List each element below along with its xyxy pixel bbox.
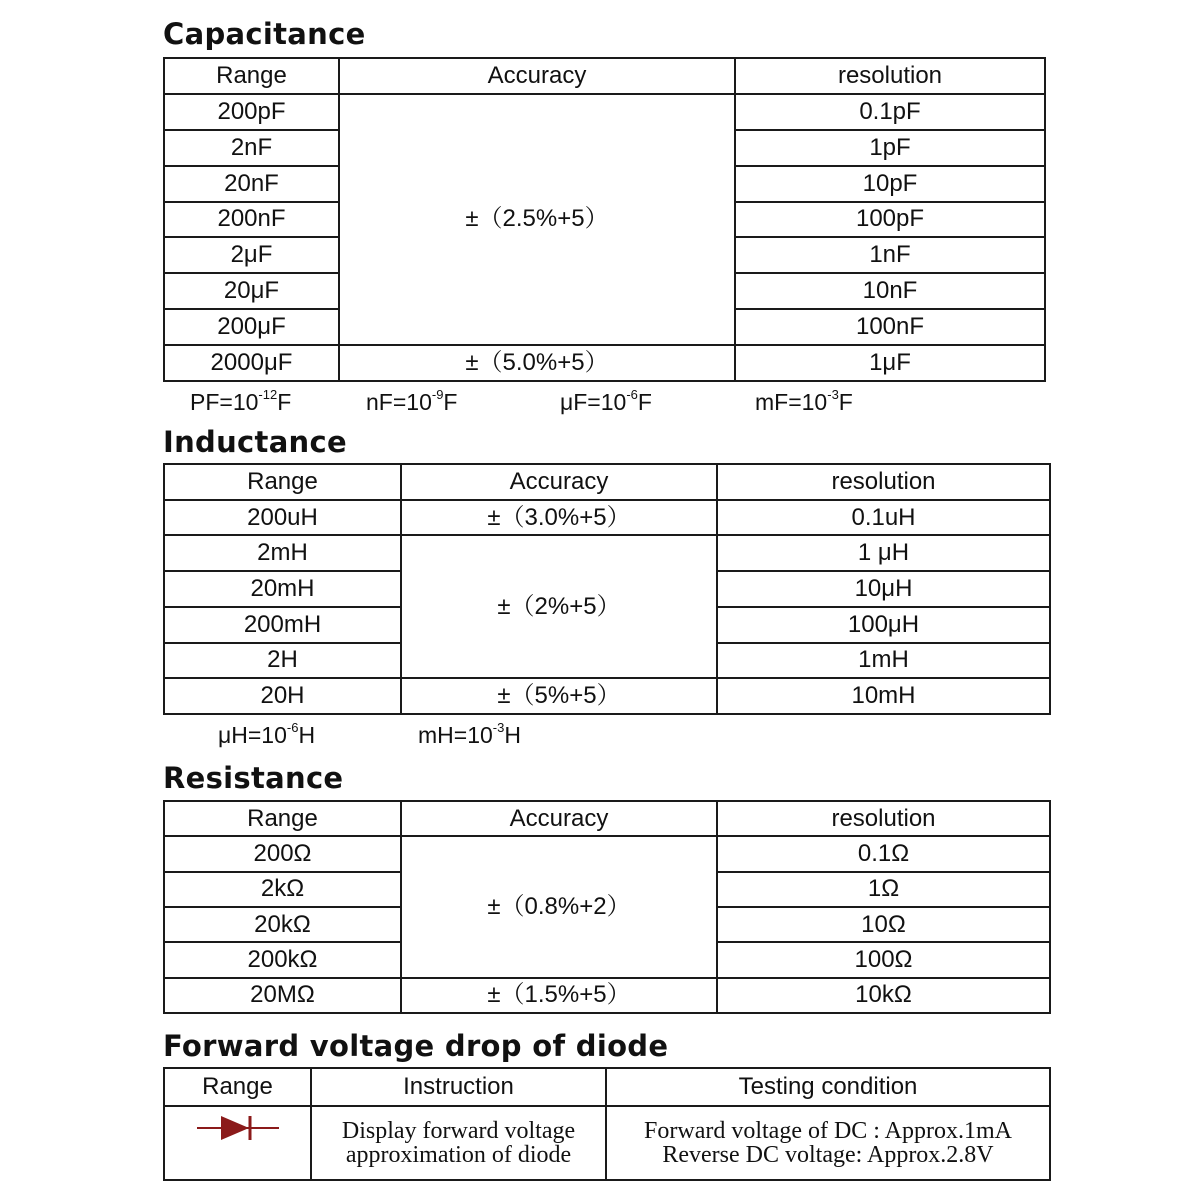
range-cell: 2H [164, 643, 401, 679]
resolution-cell: 1Ω [717, 872, 1050, 907]
diode-title: Forward voltage drop of diode [163, 1029, 669, 1063]
unit-note-uf: $\mu F=10^{-6}F$ [560, 387, 652, 415]
range-cell: 200pF [164, 94, 339, 130]
capacitance-title: Capacitance [163, 17, 366, 51]
table-row [164, 345, 1045, 381]
resolution-header: resolution [717, 801, 1050, 836]
resolution-cell: 0.1Ω [717, 836, 1050, 871]
table-row [164, 836, 1050, 871]
accuracy-cell: ±（5.0%+5） [339, 345, 735, 381]
accuracy-cell: ±（3.0%+5） [401, 500, 717, 536]
range-cell: 2μF [164, 237, 339, 273]
range-header: Range [164, 1068, 311, 1106]
table-row [164, 500, 1050, 536]
resolution-cell: 10nF [735, 273, 1045, 309]
instruction-line: approximation of diode [345, 1142, 572, 1168]
resolution-cell: 1μF [735, 345, 1045, 381]
range-cell: 200mH [164, 607, 401, 643]
range-header: Range [164, 464, 401, 500]
resolution-cell: 1 μH [717, 535, 1050, 571]
resolution-cell: 100nF [735, 309, 1045, 345]
resolution-cell: 100pF [735, 202, 1045, 238]
resolution-header: resolution [717, 464, 1050, 500]
unit-note-pf: $PF=10^{-12}F$ [190, 387, 292, 415]
table-header-row [164, 464, 1050, 500]
instruction-header: Instruction [311, 1068, 606, 1106]
table-row [164, 94, 1045, 130]
range-cell: 20H [164, 678, 401, 714]
instruction-line: Display forward voltage [341, 1118, 576, 1144]
unit-note-mh: $mH=10^{-3}H$ [418, 720, 521, 748]
range-header: Range [164, 801, 401, 836]
range-cell: 2000μF [164, 345, 339, 381]
unit-note-uh: $\mu H=10^{-6}H$ [218, 720, 316, 748]
instruction-cell [311, 1106, 606, 1180]
resolution-cell: 100Ω [717, 942, 1050, 977]
resolution-cell: 10Ω [717, 907, 1050, 942]
table-row [164, 678, 1050, 714]
resistance-title: Resistance [163, 761, 344, 795]
resolution-cell: 0.1pF [735, 94, 1045, 130]
accuracy-cell: ±（2%+5） [401, 535, 717, 678]
range-cell: 20μF [164, 273, 339, 309]
range-cell: 2nF [164, 130, 339, 166]
diode-symbol-icon [164, 1106, 311, 1180]
resolution-cell: 1mH [717, 643, 1050, 679]
unit-note-mf: $mF=10^{-3}F$ [755, 387, 853, 415]
accuracy-cell: ±（2.5%+5） [339, 94, 735, 345]
capacitance-table [163, 57, 1046, 382]
table-row [164, 1106, 1050, 1180]
range-cell: 20mH [164, 571, 401, 607]
range-cell: 200μF [164, 309, 339, 345]
inductance-title: Inductance [163, 425, 347, 459]
accuracy-header: Accuracy [401, 464, 717, 500]
resolution-cell: 1pF [735, 130, 1045, 166]
range-cell: 2mH [164, 535, 401, 571]
accuracy-cell: ±（0.8%+2） [401, 836, 717, 977]
range-cell: 20MΩ [164, 978, 401, 1013]
table-row [164, 978, 1050, 1013]
resolution-cell: 10μH [717, 571, 1050, 607]
accuracy-cell: ±（5%+5） [401, 678, 717, 714]
resolution-cell: 10mH [717, 678, 1050, 714]
resolution-cell: 100μH [717, 607, 1050, 643]
testing-condition-header: Testing condition [606, 1068, 1050, 1106]
testing-line: Forward voltage of DC : Approx.1mA [644, 1118, 1012, 1144]
table-row [164, 535, 1050, 571]
range-cell: 2kΩ [164, 872, 401, 907]
resolution-cell: 10kΩ [717, 978, 1050, 1013]
testing-line: Reverse DC voltage: Approx.2.8V [662, 1142, 994, 1168]
table-header-row [164, 801, 1050, 836]
range-cell: 20nF [164, 166, 339, 202]
resolution-header: resolution [735, 58, 1045, 94]
inductance-table [163, 463, 1051, 715]
range-cell: 200Ω [164, 836, 401, 871]
range-cell: 200uH [164, 500, 401, 536]
accuracy-cell: ±（1.5%+5） [401, 978, 717, 1013]
table-header-row [164, 1068, 1050, 1106]
unit-note-nf: $nF=10^{-9}F$ [366, 387, 458, 415]
range-cell: 200nF [164, 202, 339, 238]
resolution-cell: 10pF [735, 166, 1045, 202]
range-cell: 20kΩ [164, 907, 401, 942]
accuracy-header: Accuracy [339, 58, 735, 94]
accuracy-header: Accuracy [401, 801, 717, 836]
resistance-table [163, 800, 1051, 1014]
resolution-cell: 0.1uH [717, 500, 1050, 536]
diode-table [163, 1067, 1051, 1181]
table-header-row [164, 58, 1045, 94]
resolution-cell: 1nF [735, 237, 1045, 273]
testing-condition-cell [606, 1106, 1050, 1180]
range-header: Range [164, 58, 339, 94]
range-cell: 200kΩ [164, 942, 401, 977]
